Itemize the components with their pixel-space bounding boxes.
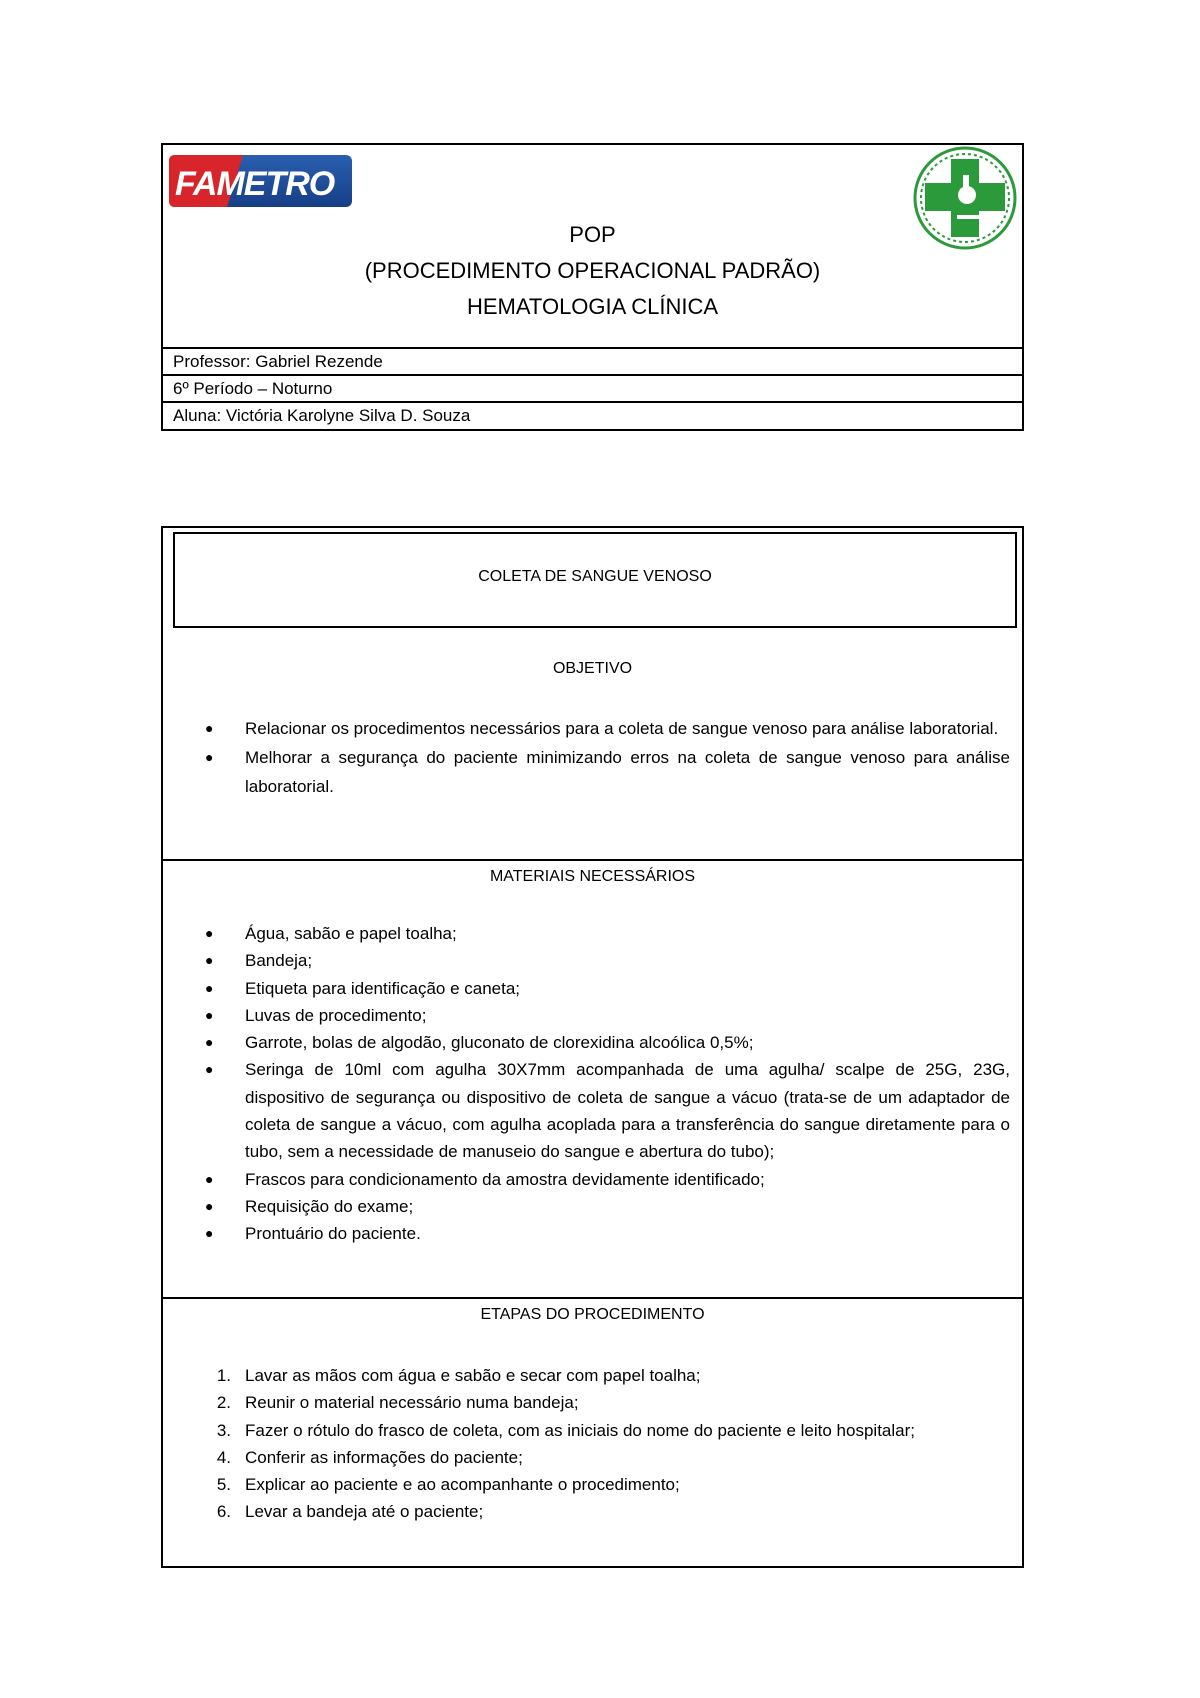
list-item: ● Relacionar os procedimentos necessários para a coleta de sangue venoso para análise laboratorial. [245,714,1010,743]
list-item: ● Melhorar a segurança do paciente minimizando erros na coleta de sangue venoso para análise laboratorial. [245,743,1010,801]
section-divider [163,1297,1022,1299]
objetivo-heading: OBJETIVO [552,660,633,677]
bullet-icon: ● [205,1225,214,1242]
list-item: ● Bandeja; [245,947,1010,974]
title-line-hematologia: HEMATOLOGIA CLÍNICA [466,294,719,319]
aluna-row: Aluna: Victória Karolyne Silva D. Souza [163,401,1022,428]
list-item: 5. Explicar ao paciente e ao acompanhante o procedimento; [245,1471,1010,1498]
list-item: 4. Conferir as informações do paciente; [245,1444,1010,1471]
fametro-logo [169,155,352,207]
list-item: 1. Lavar as mãos com água e sabão e secar com papel toalha; [245,1362,1010,1389]
bullet-icon: ● [205,749,214,765]
list-item: ● Garrote, bolas de algodão, gluconato de clorexidina alcoólica 0,5%; [245,1029,1010,1056]
procedure-box [161,526,1024,1568]
list-item: ● Prontuário do paciente. [245,1220,1010,1247]
list-item: ● Seringa de 10ml com agulha 30X7mm acompanhada de uma agulha/ scalpe de 25G, 23G, dispositivo de segurança ou dispositivo de coleta de sangue a vácuo (trata-se de um adaptador de coleta de sangue a vácuo, com agulha acoplada para a transferência do sangue diretamente para o tubo, sem a necessidade de manuseio do sangue e abertura do tubo); [245,1056,1010,1165]
bullet-icon: ● [205,925,214,941]
title-line-pop: POP [569,222,616,247]
step-number: 6. [216,1502,231,1522]
section-divider [163,859,1022,861]
etapas-list [216,1362,1010,1526]
list-item: ● Luvas de procedimento; [245,1002,1010,1029]
bullet-icon: ● [205,1170,214,1187]
periodo-row: 6º Período – Noturno [163,374,1022,401]
bullet-icon: ● [205,1197,214,1214]
step-number: 1. [216,1366,231,1385]
svg-text:FAMETRO: FAMETRO [175,165,335,203]
list-item: ● Etiqueta para identificação e caneta; [245,975,1010,1002]
bullet-icon: ● [205,1034,214,1051]
list-item: 3. Fazer o rótulo do frasco de coleta, com as iniciais do nome do paciente e leito hospitalar; [245,1417,1010,1444]
bullet-icon: ● [205,952,214,969]
materiais-heading: MATERIAIS NECESSÁRIOS [489,868,696,885]
step-number: 4. [216,1447,231,1467]
professor-row: Professor: Gabriel Rezende [163,347,1022,374]
step-number: 3. [216,1420,231,1440]
header-box [161,143,1024,431]
step-number: 2. [216,1393,231,1413]
list-item: ● Frascos para condicionamento da amostra devidamente identificado; [245,1166,1010,1193]
bullet-icon: ● [205,720,214,736]
procedure-title: COLETA DE SANGUE VENOSO [478,568,712,585]
procedure-title-box [173,532,1017,628]
list-item: 6. Levar a bandeja até o paciente; [245,1498,1010,1525]
step-number: 5. [216,1475,231,1495]
bullet-icon: ● [205,979,214,996]
document-title [163,217,1022,325]
materiais-list [205,920,1010,1248]
etapas-heading: ETAPAS DO PROCEDIMENTO [480,1306,705,1323]
bullet-icon: ● [205,1006,214,1023]
bullet-icon: ● [205,1061,214,1078]
title-line-procedimento: (PROCEDIMENTO OPERACIONAL PADRÃO) [364,258,821,283]
objetivo-list [205,714,1010,801]
list-item: 2. Reunir o material necessário numa bandeja; [245,1389,1010,1416]
list-item: ● Água, sabão e papel toalha; [245,920,1010,947]
list-item: ● Requisição do exame; [245,1193,1010,1220]
